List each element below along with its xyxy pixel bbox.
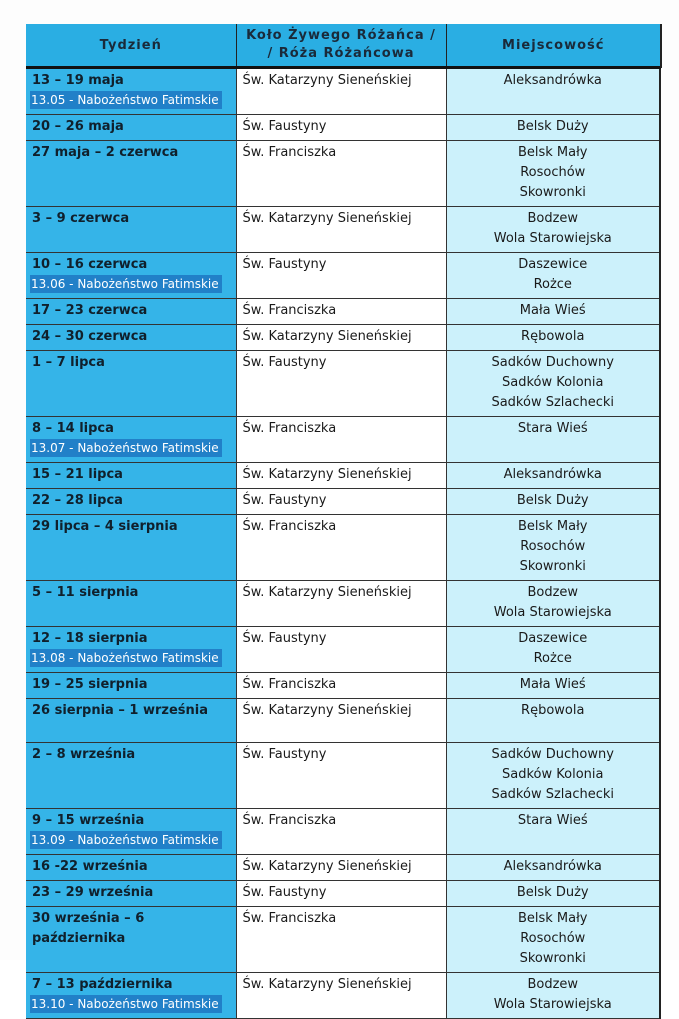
- table-row: [26, 489, 660, 515]
- table-row: [26, 463, 660, 489]
- place-name: Bodzew: [527, 585, 579, 600]
- place-name: Belsk Duży: [516, 119, 589, 134]
- fatima-service-note: 13.06 - Nabożeństwo Fatimskie: [30, 275, 222, 293]
- table-row: [26, 299, 660, 325]
- rosary-schedule-table: [26, 24, 661, 1019]
- week-cell: [26, 351, 236, 417]
- week-cell: [26, 207, 236, 253]
- place-cell: [446, 881, 660, 907]
- rosary-group-cell: Św. Katarzyny Sieneńskiej: [236, 973, 446, 1019]
- week-cell: [26, 463, 236, 489]
- rosary-group-cell: Św. Katarzyny Sieneńskiej: [236, 855, 446, 881]
- table-row: [26, 141, 660, 207]
- week-cell: [26, 627, 236, 673]
- place-name: Mała Wieś: [519, 677, 586, 692]
- place-name: Stara Wieś: [517, 813, 588, 828]
- place-cell: [446, 489, 660, 515]
- week-cell: [26, 141, 236, 207]
- rosary-group-cell: Św. Katarzyny Sieneńskiej: [236, 68, 446, 115]
- place-name: Belsk Mały: [517, 145, 588, 160]
- header-group-line1: Koło Żywego Różańca /: [246, 28, 436, 43]
- place-name: Aleksandrówka: [503, 859, 602, 874]
- table-row: [26, 253, 660, 299]
- place-name: Bodzew: [527, 211, 579, 226]
- rosary-group-cell: Św. Faustyny: [236, 351, 446, 417]
- table-row: [26, 351, 660, 417]
- table-row: [26, 973, 660, 1019]
- rosary-group-cell: Św. Franciszka: [236, 417, 446, 463]
- place-name: Skowronki: [519, 185, 586, 200]
- place-name: Sadków Duchowny: [491, 355, 614, 370]
- week-range: 13 – 19 maja: [32, 73, 124, 88]
- week-range: 19 – 25 sierpnia: [32, 677, 148, 692]
- table-row: [26, 115, 660, 141]
- table-row: [26, 581, 660, 627]
- place-name: Wola Starowiejska: [493, 231, 612, 246]
- week-range: 27 maja – 2 czerwca: [32, 145, 179, 160]
- place-name: Rosochów: [520, 165, 586, 180]
- place-name: Sadków Kolonia: [502, 375, 604, 390]
- week-range: 24 – 30 czerwca: [32, 329, 148, 344]
- rosary-group-cell: Św. Franciszka: [236, 515, 446, 581]
- week-range: 10 – 16 czerwca: [32, 257, 148, 272]
- place-name: Skowronki: [519, 559, 586, 574]
- place-cell: [446, 68, 660, 115]
- table-row: [26, 855, 660, 881]
- table-row: [26, 627, 660, 673]
- place-cell: [446, 299, 660, 325]
- week-cell: [26, 907, 236, 973]
- table-header-row: [26, 24, 660, 68]
- place-name: Rębowola: [521, 329, 585, 344]
- table-row: [26, 907, 660, 973]
- table-row: [26, 207, 660, 253]
- week-range: 30 września – 6 października: [32, 911, 145, 946]
- rosary-group-cell: Św. Katarzyny Sieneńskiej: [236, 325, 446, 351]
- week-range: 3 – 9 czerwca: [32, 211, 130, 226]
- week-cell: [26, 253, 236, 299]
- rosary-group-cell: Św. Faustyny: [236, 115, 446, 141]
- week-cell: [26, 699, 236, 743]
- place-name: Daszewice: [518, 631, 588, 646]
- table-row: [26, 699, 660, 743]
- rosary-group-cell: Św. Katarzyny Sieneńskiej: [236, 581, 446, 627]
- place-name: Sadków Kolonia: [502, 767, 604, 782]
- place-name: Rosochów: [520, 931, 586, 946]
- week-cell: [26, 809, 236, 855]
- place-cell: [446, 115, 660, 141]
- rosary-group-cell: Św. Faustyny: [236, 743, 446, 809]
- table-row: [26, 325, 660, 351]
- place-cell: [446, 855, 660, 881]
- header-week: Tydzień: [26, 24, 236, 68]
- week-cell: [26, 299, 236, 325]
- week-cell: [26, 68, 236, 115]
- week-cell: [26, 581, 236, 627]
- place-cell: [446, 515, 660, 581]
- table-row: [26, 417, 660, 463]
- header-edge: [660, 24, 662, 68]
- place-name: Mała Wieś: [519, 303, 586, 318]
- week-range: 22 – 28 lipca: [32, 493, 123, 508]
- table-row: [26, 743, 660, 809]
- rosary-group-cell: Św. Faustyny: [236, 881, 446, 907]
- week-range: 17 – 23 czerwca: [32, 303, 148, 318]
- place-cell: [446, 207, 660, 253]
- week-cell: [26, 489, 236, 515]
- week-range: 8 – 14 lipca: [32, 421, 114, 436]
- place-name: Rębowola: [521, 703, 585, 718]
- week-cell: [26, 973, 236, 1019]
- place-cell: [446, 699, 660, 743]
- week-range: 20 – 26 maja: [32, 119, 124, 134]
- place-name: Belsk Mały: [517, 911, 588, 926]
- header-group-line2: / Róża Różańcowa: [267, 46, 415, 61]
- rosary-group-cell: Św. Faustyny: [236, 627, 446, 673]
- week-cell: [26, 417, 236, 463]
- week-range: 15 – 21 lipca: [32, 467, 123, 482]
- table-row: [26, 68, 660, 115]
- fatima-service-note: 13.10 - Nabożeństwo Fatimskie: [30, 995, 222, 1013]
- week-cell: [26, 673, 236, 699]
- place-name: Skowronki: [519, 951, 586, 966]
- week-cell: [26, 515, 236, 581]
- rosary-group-cell: Św. Franciszka: [236, 673, 446, 699]
- place-name: Wola Starowiejska: [493, 605, 612, 620]
- place-cell: [446, 627, 660, 673]
- place-name: Rosochów: [520, 539, 586, 554]
- week-cell: [26, 855, 236, 881]
- place-cell: [446, 809, 660, 855]
- place-cell: [446, 973, 660, 1019]
- week-range: 16 -22 września: [32, 859, 148, 874]
- place-cell: [446, 141, 660, 207]
- place-name: Daszewice: [518, 257, 588, 272]
- week-range: 12 – 18 sierpnia: [32, 631, 148, 646]
- place-name: Belsk Duży: [516, 493, 589, 508]
- header-group: [236, 24, 446, 68]
- place-cell: [446, 743, 660, 809]
- place-cell: [446, 253, 660, 299]
- rosary-group-cell: Św. Faustyny: [236, 253, 446, 299]
- place-cell: [446, 463, 660, 489]
- place-name: Aleksandrówka: [503, 467, 602, 482]
- week-range: 2 – 8 września: [32, 747, 136, 762]
- place-name: Bodzew: [527, 977, 579, 992]
- place-cell: [446, 351, 660, 417]
- rosary-group-cell: Św. Franciszka: [236, 299, 446, 325]
- fatima-service-note: 13.08 - Nabożeństwo Fatimskie: [30, 649, 222, 667]
- place-name: Wola Starowiejska: [493, 997, 612, 1012]
- rosary-group-cell: Św. Faustyny: [236, 489, 446, 515]
- place-name: Rożce: [533, 277, 572, 292]
- place-cell: [446, 581, 660, 627]
- place-cell: [446, 907, 660, 973]
- week-range: 7 – 13 października: [32, 977, 173, 992]
- place-name: Sadków Szlachecki: [491, 395, 615, 410]
- rosary-group-cell: Św. Franciszka: [236, 141, 446, 207]
- fatima-service-note: 13.07 - Nabożeństwo Fatimskie: [30, 439, 222, 457]
- table-row: [26, 881, 660, 907]
- table-row: [26, 673, 660, 699]
- week-range: 23 – 29 września: [32, 885, 154, 900]
- table-body: [26, 68, 660, 1019]
- table-row: [26, 809, 660, 855]
- place-name: Stara Wieś: [517, 421, 588, 436]
- place-name: Belsk Duży: [516, 885, 589, 900]
- place-name: Aleksandrówka: [503, 73, 602, 88]
- week-range: 1 – 7 lipca: [32, 355, 105, 370]
- rosary-group-cell: Św. Katarzyny Sieneńskiej: [236, 207, 446, 253]
- rosary-group-cell: Św. Katarzyny Sieneńskiej: [236, 699, 446, 743]
- week-range: 26 sierpnia – 1 września: [32, 703, 208, 718]
- place-cell: [446, 325, 660, 351]
- table-row: [26, 515, 660, 581]
- place-name: Rożce: [533, 651, 572, 666]
- rosary-group-cell: Św. Katarzyny Sieneńskiej: [236, 463, 446, 489]
- place-cell: [446, 417, 660, 463]
- week-cell: [26, 881, 236, 907]
- week-cell: [26, 325, 236, 351]
- week-range: 9 – 15 września: [32, 813, 145, 828]
- rosary-group-cell: Św. Franciszka: [236, 809, 446, 855]
- week-cell: [26, 743, 236, 809]
- place-name: Sadków Szlachecki: [491, 787, 615, 802]
- place-name: Sadków Duchowny: [491, 747, 614, 762]
- header-place: Miejscowość: [446, 24, 660, 68]
- week-range: 5 – 11 sierpnia: [32, 585, 139, 600]
- week-cell: [26, 115, 236, 141]
- week-range: 29 lipca – 4 sierpnia: [32, 519, 178, 534]
- fatima-service-note: 13.05 - Nabożeństwo Fatimskie: [30, 91, 222, 109]
- rosary-group-cell: Św. Franciszka: [236, 907, 446, 973]
- place-name: Belsk Mały: [517, 519, 588, 534]
- place-cell: [446, 673, 660, 699]
- fatima-service-note: 13.09 - Nabożeństwo Fatimskie: [30, 831, 222, 849]
